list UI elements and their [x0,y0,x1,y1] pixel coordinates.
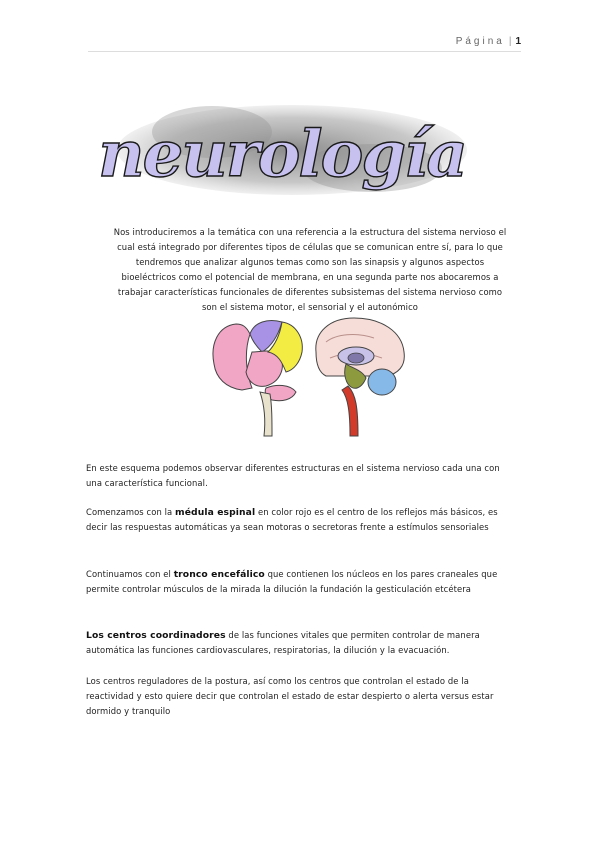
paragraph-text: Continuamos con el [86,569,174,579]
paragraph-medula [86,505,516,535]
paragraph-esquema: En este esquema podemos observar diferentes estructuras en el sistema nervioso cada una con una característica funcional. [86,463,500,488]
paragraph-text: que contienen los núcleos en los pares craneales que permite controlar músculos de la mirada la dilución la fundación la gesticulación etcétera [86,569,498,594]
brain-frontal [213,324,252,390]
thalamus [348,353,364,363]
intro-paragraph: Nos introduciremos a la temática con una referencia a la estructura del sistema nervioso el cual está integrado por diferentes tipos de células que se comunican entre sí, para lo que tendremos que analizar algunos temas como son las sinapsis y algunos aspectos bioeléctricos como el potencial de membrana, en una segunda parte nos abocaremos a trabajar características funcionales de diferentes subsistemas del sistema nervioso como son el sistema motor, el sensorial y el autonómico [113,227,507,312]
paragraph-centros [86,628,516,658]
header-divider [88,51,521,52]
page-label: Página [455,36,505,47]
spinal-cord-red [342,386,358,436]
paragraph-postura: Los centros reguladores de la postura, así como los centros que controlan el estado de la reactividad y esto quiere decir que controlan el estado de estar despierto o alerta versus estar dormido y tranquilo [86,676,494,716]
sagittal-brain [316,318,404,436]
brain-diagram [206,312,416,438]
page-number: 1 [515,36,521,47]
paragraph-text: Comenzamos con la [86,507,176,517]
keyword-tronco: tronco encefálico [173,569,265,580]
brain-stem-left [260,392,272,436]
paragraph-text: en color rojo es el centro de los reflejos más básicos, es decir las respuestas automáticas ya sean motoras o secretoras frente a estímulos sensoriales [86,507,498,532]
page-header [456,36,521,47]
header-separator: | [508,36,512,47]
lateral-brain [213,321,302,437]
paragraph-text: de las funciones vitales que permiten controlar de manera automática las funciones cardiovasculares, respiratorias, la dilución y la evacuación. [86,630,480,655]
title-art [92,100,472,200]
keyword-medula: médula espinal [175,507,256,518]
keyword-centros: Los centros coordinadores [86,630,226,641]
paragraph-tronco [86,567,516,597]
title-text: neurología [98,117,466,192]
title-banner [92,100,472,200]
cerebellum-blue [368,369,396,395]
